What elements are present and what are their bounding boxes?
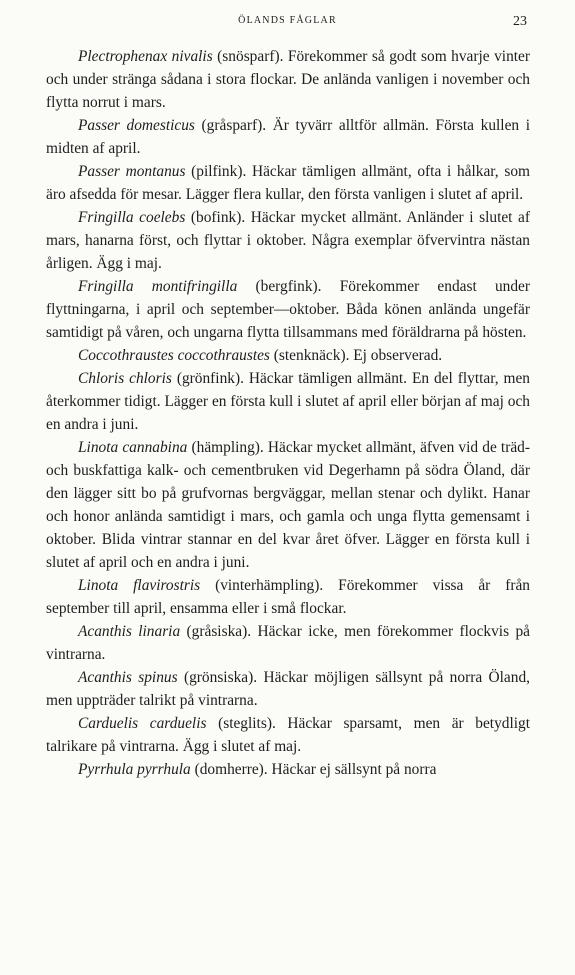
body-text [46,45,530,781]
species-name: Fringilla montifringilla [78,278,238,295]
species-name: Passer domesticus [78,117,195,134]
species-entry-linota-cannabina [46,436,530,574]
species-entry-acanthis-linaria [46,620,530,666]
species-description: (steglits). Häckar sparsamt, men är betydligt talrikare på vintrarna. Ägg i slutet af maj. [46,715,530,755]
species-entry-chloris-chloris [46,367,530,436]
species-name: Coccothraustes coccothraustes [78,347,270,364]
species-description: (pilfink). Häckar tämligen allmänt, ofta i hålkar, som äro afsedda för mesar. Lägger flera kullar, den första vanligen i slutet af april. [46,163,530,203]
species-description: (stenknäck). Ej observerad. [269,347,443,364]
species-entry-acanthis-spinus [46,666,530,712]
species-description: (snösparf). Förekommer så godt som hvarje vinter och under stränga sådana i stora flockar. De anlända vanligen i november och flytta norrut i mars. [46,48,531,111]
species-description: (hämpling). Häckar mycket allmänt, äfven vid de träd- och buskfattiga kalk- och cementbruken vid Degerhamn på södra Öland, där den lägger sitt bo på grufvornas bergväggar, mellan stenar och dylikt. Hanar och honor anlända samtidigt i mars, och gamla och unga flytta gemensamt i oktober. Blida vintrar stannar en del kvar året öfver. Lägger en första kull i slutet af april och en andra i juni. [46,439,530,571]
species-description: (bofink). Häckar mycket allmänt. Anländer i slutet af mars, hanarna först, och flyttar i oktober. Några exemplar öfvervintra nästan årligen. Ägg i maj. [46,209,531,272]
species-description: (vinterhämpling). Förekommer vissa år från september till april, ensamma eller i små flockar. [46,577,530,617]
species-name: Chloris chloris [78,370,172,387]
species-name: Acanthis spinus [78,669,178,686]
species-name: Plectrophenax nivalis [78,48,213,65]
species-entry-coccothraustes [46,344,530,367]
species-description: (gråsiska). Häckar icke, men förekommer flockvis på vintrarna. [46,623,530,663]
page-header [0,12,575,34]
running-title: ÖLANDS FÅGLAR [238,15,337,26]
species-entry-fringilla-montifringilla [46,275,530,344]
species-name: Linota flavirostris [78,577,201,594]
species-description: (gråsparf). Är tyvärr alltför allmän. Första kullen i midten af april. [46,117,530,157]
species-name: Acanthis linaria [78,623,181,640]
species-entry-pyrrhula-pyrrhula [46,758,530,781]
species-entry-passer-montanus [46,160,530,206]
species-entry-passer-domesticus [46,114,530,160]
species-description: (grönsiska). Häckar möjligen sällsynt på norra Öland, men uppträder talrikt på vintrarna. [46,669,530,709]
species-description: (grönfink). Häckar tämligen allmänt. En del flyttar, men återkommer tidigt. Lägger en första kull i slutet af april eller början af maj och en andra i juni. [46,370,530,433]
page-number: 23 [513,14,527,29]
species-name: Linota cannabina [78,439,188,456]
species-description: (bergfink). Förekommer endast under flyttningarna, i april och september—oktober. Båda könen anlända ungefär samtidigt på våren, och ungarna flytta tillsammans med föräldrarna på hösten. [46,278,530,341]
species-entry-carduelis-carduelis [46,712,530,758]
species-name: Carduelis carduelis [78,715,207,732]
species-name: Pyrrhula pyrrhula [78,761,191,778]
species-description: (domherre). Häckar ej sällsynt på norra [190,761,437,778]
species-name: Passer montanus [78,163,186,180]
species-entry-plectrophenax-nivalis [46,45,530,114]
species-name: Fringilla coelebs [78,209,186,226]
species-entry-linota-flavirostris [46,574,530,620]
species-entry-fringilla-coelebs [46,206,530,275]
